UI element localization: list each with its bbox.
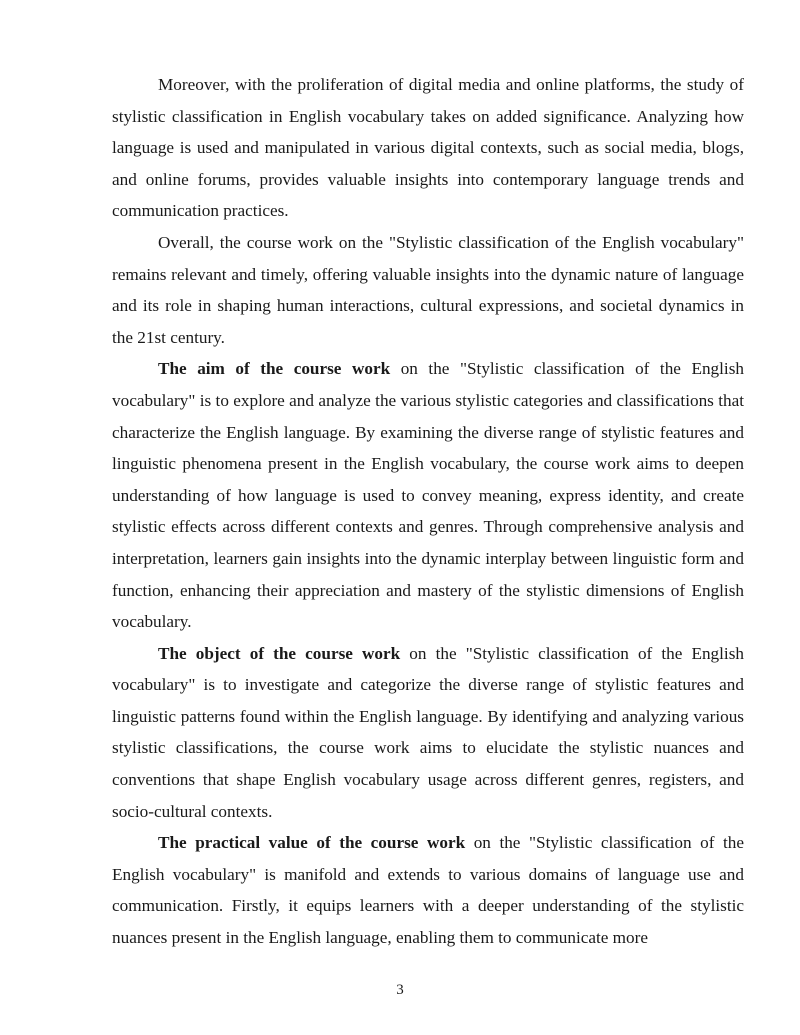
paragraph-object: [112, 638, 744, 828]
paragraph-lead-heading: The practical value of the course work: [158, 833, 466, 853]
paragraph-text: on the "Stylistic classification of the English vocabulary" is to explore and analyze the various stylistic categories and classifications that characterize the English language. By examining the diverse range of stylistic features and linguistic phenomena present in the English vocabulary, the course work aims to deepen understanding of how language is used to convey meaning, express identity, and create stylistic effects across different contexts and genres. Through comprehensive analysis and interpretation, learners gain insights into the dynamic interplay between linguistic form and function, enhancing their appreciation and mastery of the stylistic dimensions of English vocabulary.: [112, 359, 744, 632]
paragraph-overall: [112, 227, 744, 353]
paragraph-aim: [112, 353, 744, 637]
paragraph-text: Moreover, with the proliferation of digital media and online platforms, the study of stylistic classification in English vocabulary takes on added significance. Analyzing how language is used and manipulated in various digital contexts, such as social media, blogs, and online forums, provides valuable insights into contemporary language trends and communication practices.: [112, 75, 744, 221]
paragraph-text: on the "Stylistic classification of the English vocabulary" is manifold and extends to various domains of language use and communication. Firstly, it equips learners with a deeper understanding of the stylistic nuances present in the English language, enabling them to communicate more: [112, 833, 744, 948]
body-text: [112, 69, 744, 954]
paragraph-lead-heading: The object of the course work: [158, 643, 401, 663]
paragraph-digital-media: [112, 69, 744, 227]
paragraph-practical-value: [112, 827, 744, 953]
paragraph-text: on the "Stylistic classification of the English vocabulary" is to investigate and categorize the diverse range of stylistic features and linguistic patterns found within the English language. By identifying and analyzing various stylistic classifications, the course work aims to elucidate the stylistic nuances and conventions that shape English vocabulary usage across different genres, registers, and socio-cultural contexts.: [112, 643, 744, 821]
paragraph-text: Overall, the course work on the "Stylistic classification of the English vocabulary" remains relevant and timely, offering valuable insights into the dynamic nature of language and its role in shaping human interactions, cultural expressions, and societal dynamics in the 21st century.: [112, 232, 744, 347]
paragraph-lead-heading: The aim of the course work: [158, 359, 391, 379]
page-number: 3: [396, 982, 404, 998]
